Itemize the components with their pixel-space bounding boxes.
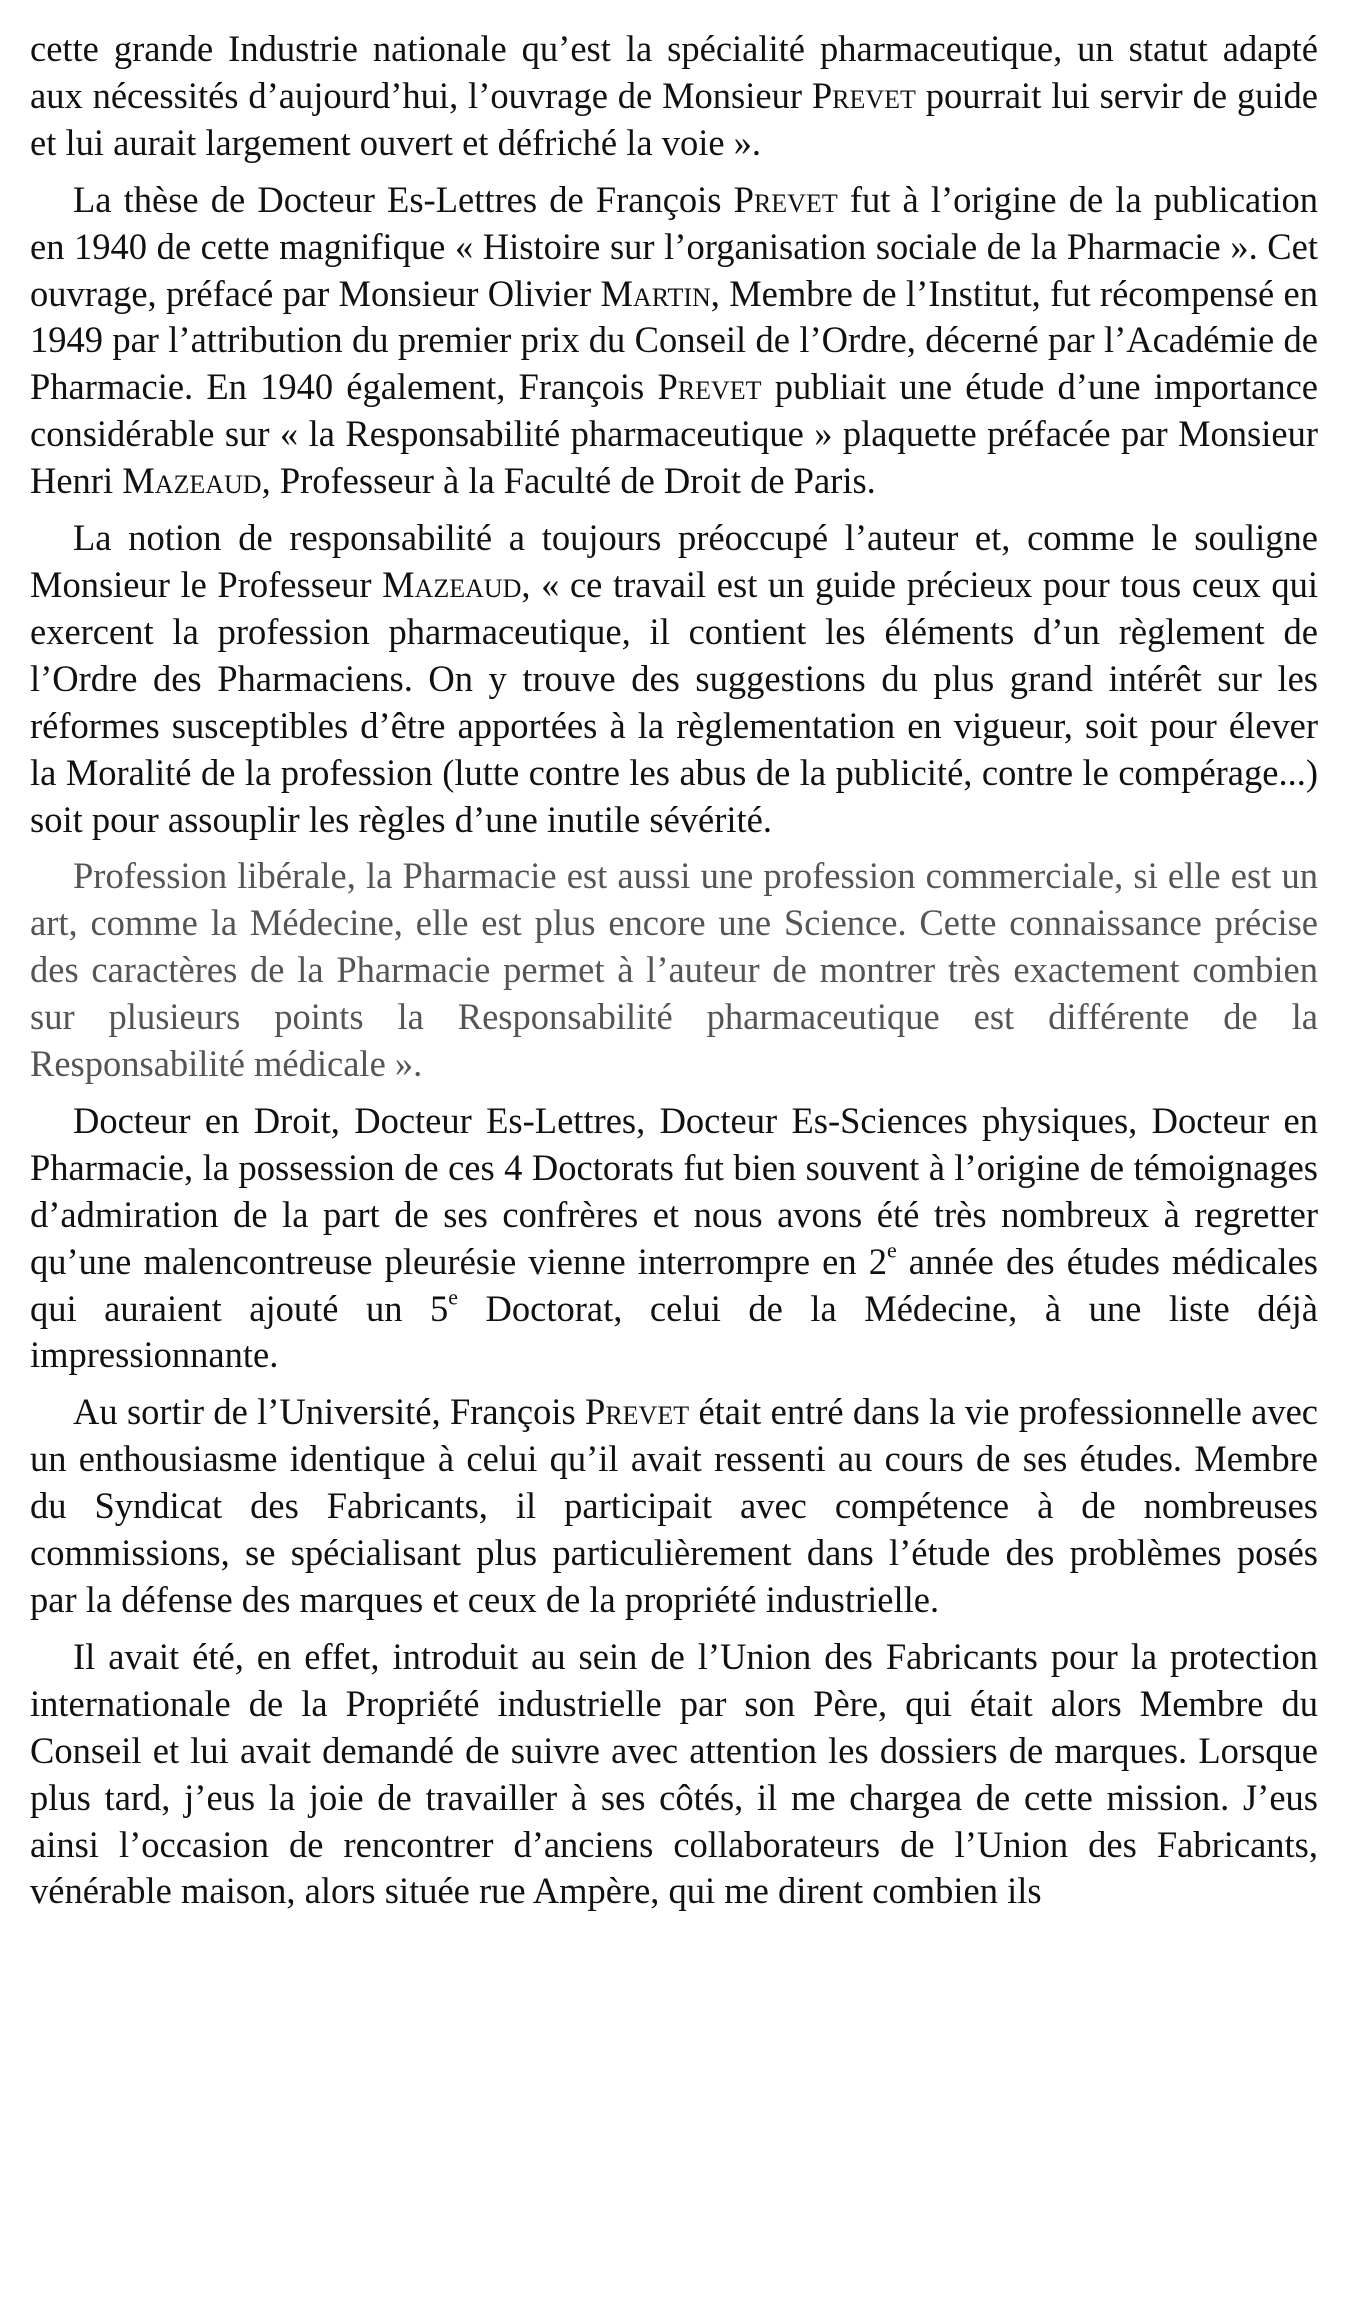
author-name: Prevet bbox=[733, 178, 838, 220]
text-run: , Professeur à la Faculté de Droit de Paris. bbox=[261, 460, 876, 502]
person-name: Mazeaud bbox=[122, 460, 262, 502]
paragraph bbox=[30, 1634, 1318, 1915]
text-run: Docteur en Droit, Docteur Es-Lettres, Docteur Es-Sciences physiques, Docteur en Pharmacie, la possession de ces 4 Doctorats fut bien souvent à l’origine de témoignages d’admiration de la part de ses confrères et nous avons été très nombreux à regretter qu’une malencontreuse pleurésie vienne interrompre en 2 bbox=[30, 1099, 1318, 1282]
superscript: e bbox=[448, 1284, 459, 1310]
document-page bbox=[30, 26, 1318, 1925]
text-run: , Membre de l’Institut, fut récompensé en 1949 par l’attribution du premier prix du Conseil de l’Ordre, décerné par l’Académie de Pharmacie. En 1940 également, François bbox=[30, 272, 1318, 408]
text-run: , « ce travail est un guide précieux pour tous ceux qui exercent la profession pharmaceutique, il contient les éléments d’un règlement de l’Ordre des Pharmaciens. On y trouve des suggestions du plus grand intérêt sur les réformes susceptibles d’être apportées à la règlementation en vigueur, soit pour élever la Moralité de la profession (lutte contre les abus de la publicité, contre le compérage...) soit pour assouplir les règles d’une inutile sévérité. bbox=[30, 563, 1318, 840]
superscript: e bbox=[886, 1237, 897, 1263]
text-run: pourrait lui servir de guide et lui aurait largement ouvert et défriché la voie ». bbox=[30, 74, 1318, 163]
paragraph bbox=[30, 1098, 1318, 1379]
text-run: Profession libérale, la Pharmacie est aussi une profession commerciale, si elle est un art, comme la Médecine, elle est plus encore une Science. Cette connaissance précise des caractères de la Pharmacie permet à l’auteur de montrer très exactement combien sur plusieurs points la Responsabilité pharmaceutique est différente de la Responsabilité médicale ». bbox=[30, 855, 1318, 1085]
text-run: cette grande Industrie nationale qu’est la spécialité pharmaceutique, un statut adapté aux nécessités d’aujourd’hui, l’ouvrage de Monsieur bbox=[30, 28, 1318, 116]
author-name: Prevet bbox=[585, 1391, 690, 1433]
paragraph bbox=[30, 177, 1318, 505]
text-run: fut à l’origine de la publication en 1940 de cette magnifique « Histoire sur l’organisation sociale de la Pharmacie ». Cet ouvrage, préfacé par Monsieur Olivier bbox=[30, 178, 1318, 314]
text-run: La notion de responsabilité a toujours préoccupé l’auteur et, comme le souligne Monsieur le Professeur bbox=[30, 517, 1318, 605]
paragraph-continued bbox=[30, 26, 1318, 167]
text-run: était entré dans la vie professionnelle avec un enthousiasme identique à celui qu’il avait ressenti au cours de ses études. Membre du Syndicat des Fabricants, il participait avec compétence à de nombreuses commissions, se spécialisant plus particulièrement dans l’étude des problèmes posés par la défense des marques et ceux de la propriété industrielle. bbox=[30, 1391, 1318, 1620]
author-name: Prevet bbox=[811, 74, 916, 116]
paragraph bbox=[30, 1389, 1318, 1624]
text-run: Au sortir de l’Université, François bbox=[73, 1391, 586, 1433]
text-run: publiait une étude d’une importance considérable sur « la Responsabilité pharmaceutique » plaquette préfacée par Monsieur Henri bbox=[30, 366, 1319, 502]
text-run: Doctorat, celui de la Médecine, à une liste déjà impressionnante. bbox=[30, 1287, 1318, 1376]
text-run: année des études médicales qui auraient ajouté un 5 bbox=[30, 1240, 1318, 1329]
person-name: Martin bbox=[600, 272, 711, 314]
paragraph bbox=[30, 515, 1318, 843]
text-run: Il avait été, en effet, introduit au sein de l’Union des Fabricants pour la protection internationale de la Propriété industrielle par son Père, qui était alors Membre du Conseil et lui avait demandé de suivre avec attention les dossiers de marques. Lorsque plus tard, j’eus la joie de travailler à ses côtés, il me chargea de cette mission. J’eus ainsi l’occasion de rencontrer d’anciens collaborateurs de l’Union des Fabricants, vénérable maison, alors située rue Ampère, qui me dirent combien ils bbox=[30, 1635, 1318, 1912]
text-run: La thèse de Docteur Es-Lettres de François bbox=[73, 178, 734, 220]
author-name: Prevet bbox=[657, 366, 762, 408]
paragraph bbox=[30, 853, 1318, 1088]
person-name: Mazeaud bbox=[382, 563, 522, 605]
